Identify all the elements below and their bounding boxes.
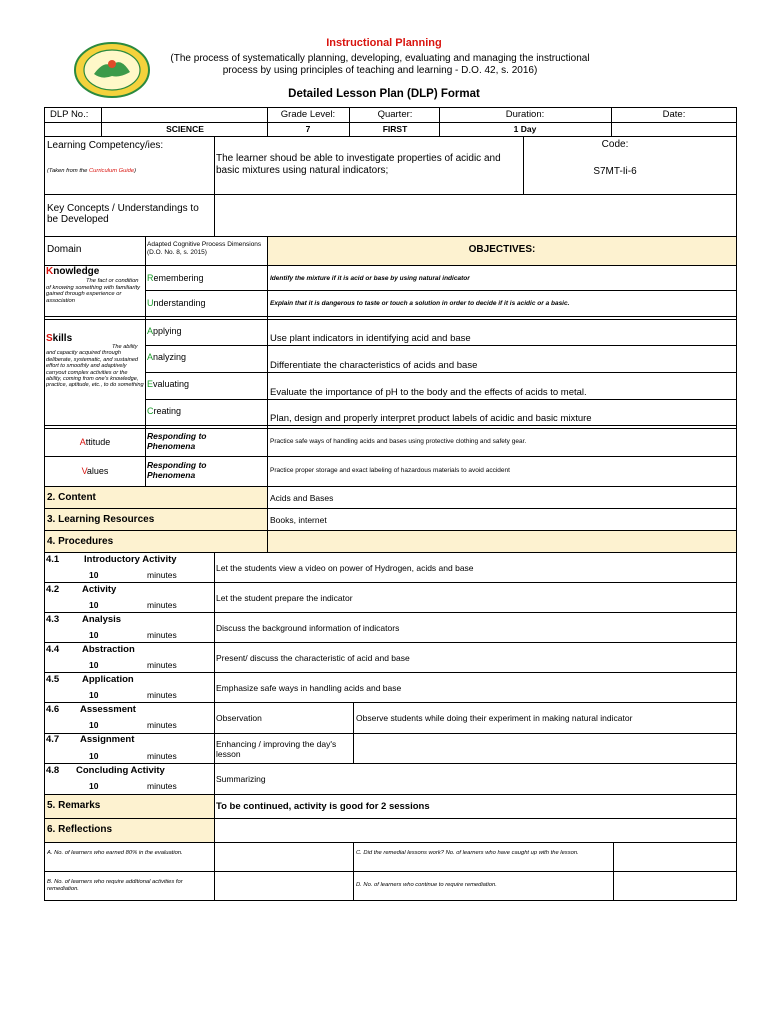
reflection-a: A. No. of learners who earned 80% in the evaluation. xyxy=(47,850,183,856)
values-label: Values xyxy=(81,466,109,476)
attitude-process: Responding to Phenomena xyxy=(147,432,207,451)
remarks-label: 5. Remarks xyxy=(47,800,101,811)
reflections-label: 6. Reflections xyxy=(47,824,113,835)
grade-value: 7 xyxy=(305,124,311,134)
resources-label: 3. Learning Resources xyxy=(47,514,155,525)
code-value: S7MT-Ii-6 xyxy=(593,166,637,177)
analyzing-objective: Differentiate the characteristics of acids and base xyxy=(270,360,478,371)
subtitle-line-1: (The process of systematically planning, developing, evaluating and managing the instructional xyxy=(170,53,590,64)
skills-label: Skills xyxy=(46,333,73,344)
code-label: Code: xyxy=(601,139,629,150)
resources-value: Books, internet xyxy=(270,515,327,525)
procedures-label: 4. Procedures xyxy=(47,536,114,547)
competency-text: The learner shoud be able to investigate properties of acidic and basic mixtures using natural indicators; xyxy=(216,153,501,176)
key-concepts-label: Key Concepts / Understandings to be Developed xyxy=(47,203,199,225)
attitude-objective: Practice safe ways of handling acids and bases using protective clothing and safety gear. xyxy=(270,438,527,445)
understanding-label: Understanding xyxy=(147,298,206,308)
skills-description: The ability and capacity acquired through deliberate, systematic, and sustained effort to smoothly and adaptively carryout complex activities or the ability, coming from one's knowledge, practice, aptitude, etc., to do something xyxy=(46,344,144,389)
date-label: Date: xyxy=(662,109,686,120)
content-value: Acids and Bases xyxy=(270,493,334,503)
competency-note: (Taken from the Curriculum Guide) xyxy=(47,168,137,174)
objectives-label: OBJECTIVES: xyxy=(468,244,536,255)
subtitle-line-2: process by using principles of teaching and learning - D.O. 42, s. 2016) xyxy=(222,65,538,76)
evaluating-label: Evaluating xyxy=(147,379,190,389)
values-objective: Practice proper storage and exact labeling of hazardous materials to avoid accident xyxy=(270,467,510,474)
process-dimensions-label: Adapted Cognitive Process Dimensions (D.O. No. 8, s. 2015) xyxy=(147,241,262,256)
analyzing-label: Analyzing xyxy=(147,352,187,362)
reflection-d: D. No. of learners who continue to require remediation. xyxy=(356,882,497,888)
content-label: 2. Content xyxy=(47,492,96,503)
quarter-label: Quarter: xyxy=(377,109,413,120)
remembering-objective: Identify the mixture if it is acid or base by using natural indicator xyxy=(270,275,470,282)
document-heading: Detailed Lesson Plan (DLP) Format xyxy=(288,88,480,100)
values-process: Responding to Phenomena xyxy=(147,461,207,480)
duration-label: Duration: xyxy=(505,109,545,120)
reflection-b: B. No. of learners who require additional activities for remediation. xyxy=(47,879,183,892)
dlp-no-label: DLP No.: xyxy=(50,109,89,120)
reflection-c: C. Did the remedial lessons work? No. of learners who have caught up with the lesson. xyxy=(356,850,579,856)
curriculum-guide-link[interactable]: Curriculum Guide xyxy=(89,168,135,174)
knowledge-label: Knowledge xyxy=(46,266,100,277)
creating-objective: Plan, design and properly interpret product labels of acidic and basic mixture xyxy=(270,413,592,424)
domain-label: Domain xyxy=(47,244,82,255)
page-title: Instructional Planning xyxy=(326,37,442,49)
quarter-value: FIRST xyxy=(382,124,408,134)
evaluating-objective: Evaluate the importance of pH to the body and the effects of acids to metal. xyxy=(270,387,587,398)
creating-label: Creating xyxy=(147,406,182,416)
remembering-label: Remembering xyxy=(147,273,204,283)
subject-value: SCIENCE xyxy=(166,124,204,134)
remarks-value: To be continued, activity is good for 2 sessions xyxy=(216,801,430,812)
duration-value: 1 Day xyxy=(513,124,537,134)
understanding-objective: Explain that it is dangerous to taste or touch a solution in order to decide if it is acidic or a basic. xyxy=(270,300,570,307)
applying-label: Applying xyxy=(147,326,182,336)
grade-level-label: Grade Level: xyxy=(280,109,336,120)
attitude-label: Attitude xyxy=(79,437,111,447)
competency-label: Learning Competency/ies: xyxy=(47,140,164,151)
applying-objective: Use plant indicators in identifying acid and base xyxy=(270,333,471,344)
dlp-table: DLP No.: Grade Level: Quarter: Duration: Date: SCIENCE 7 FIRST 1 Day Learning Competency/ies: (Taken from the Curriculum Guide) The learner shoud be able to investigate properties of acidic and basic mixtures using natural indicators; Code: S7MT-Ii-6 Key Concepts / Understandings to be Developed Domain Adapted Cognitive Process Dimensions (D.O. No. 8, s. 2015) OBJECTIVES: Knowledge The fact or condition of knowing something with familiarity gained through experience or association Remembering Identify the mixture if it is acid or base by using natural indicator Understanding Explain that it is dangerous to taste or touch a solution in order to decide if it is acidic or a basic. Skills The ability and capacity acquired through deliberate, systematic, and sustained effort to smoothly and adaptively carryout complex activities or the ability, coming from one's knowledge, practice, aptitude, etc., to do something Applying Use plant indicators in identifying acid and base Analyzing Differentiate the characteristics of acids and base Evaluating Evaluate the importance of pH to the body and the effects of acids to metal. Creating Plan, design and properly interpret product labels of acidic and basic mixture Attitude Responding to Phenomena Practice safe ways of handling acids and bases using protective clothing and safety gear. Values Responding to Phenomena Practice proper storage and exact labeling of hazardous materials to avoid accident 2. Content Acids and Bases 3. Learning Resources Books, internet 4. Procedures 4.1 Introductory Activity 10 minutes Let the students view a video on power of Hydrogen, acids and base 4.2 Activity 10 minutes Let the student prepare the indicator 4.3 Analysis 10 minutes Discuss the background information of indicators 4.4 Abstraction 10 minutes Present/ discuss the characteristic of acid and base 4.5 Application 10 minutes Emphasize safe ways in handling acids and base 4.6 Assessment 10 minutes Observation Observe students while doing their experiment in making natural indicator 4.7 Assignment 10 minutes Enhancing / improving the day's lesson 4.8 Concluding Activity 10 minutes Summarizing 5. Remarks To be continued, activity is good for 2 sessions 6. Reflections A. No. of learners who earned 80% in the evaluation. B. No. of learners who require additional activities for remediation. C. Did the remedial lessons work? No. of learners who have caught up with the lesson. D. No. of learners who continue to require remediation. xyxy=(0,0,768,1024)
knowledge-description: The fact or condition of knowing something with familiarity gained through experience or association xyxy=(46,278,141,304)
